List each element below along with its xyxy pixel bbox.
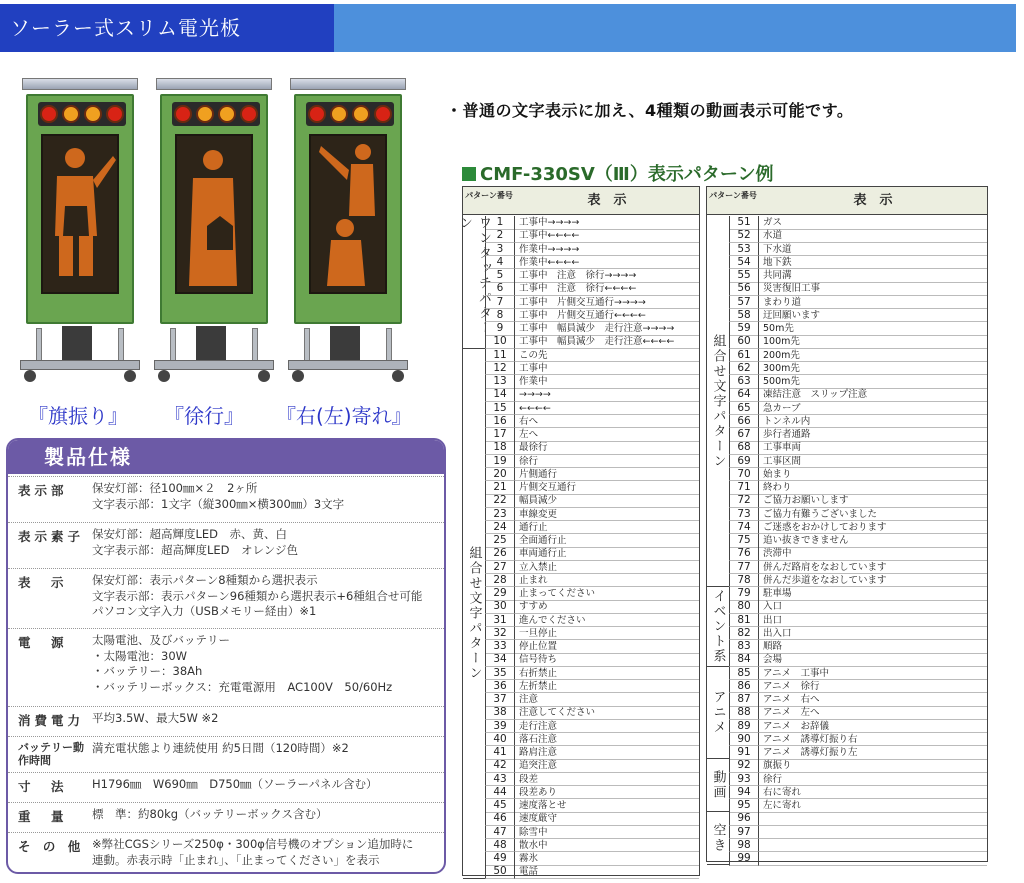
pattern-number: 55 [729, 269, 759, 283]
pattern-number: 36 [485, 680, 515, 694]
pattern-number: 93 [729, 773, 759, 787]
pattern-number: 17 [485, 428, 515, 442]
group-label: 組合せ文字パターン [707, 216, 729, 587]
pattern-number: 42 [485, 759, 515, 773]
pattern-number: 40 [485, 733, 515, 747]
spec-value: 保安灯部：径100㎜×２ 2ヶ所 文字表示部：1文字（縦300㎜×横300㎜）3文字 [92, 481, 345, 511]
pattern-number: 52 [729, 229, 759, 243]
group-label: アニメ [707, 667, 729, 760]
pattern-text: 注意 [515, 693, 699, 707]
pattern-number: 1 [485, 216, 515, 230]
pattern-text: 走行注意 [515, 720, 699, 734]
pattern-number: 28 [485, 574, 515, 588]
pattern-text: 作業中 [515, 375, 699, 389]
pattern-text: 共同溝 [759, 269, 987, 283]
pattern-text: 片側通行 [515, 468, 699, 482]
pattern-number: 51 [729, 216, 759, 230]
caption-flag-waving: 『旗振り』 [28, 404, 128, 428]
pattern-text: ガス [759, 216, 987, 230]
pattern-number: 85 [729, 667, 759, 681]
pattern-text: アニメ 誘導灯振り右 [759, 733, 987, 747]
pattern-text: アニメ 左へ [759, 706, 987, 720]
pattern-text: 注意してください [515, 706, 699, 720]
pattern-number: 7 [485, 296, 515, 310]
pattern-number: 48 [485, 839, 515, 853]
product-photos [18, 78, 418, 398]
pattern-text: 車両通行止 [515, 547, 699, 561]
pattern-number: 41 [485, 746, 515, 760]
pattern-text: 工事中←←←← [515, 229, 699, 243]
pattern-number: 83 [729, 640, 759, 654]
pattern-text: 工事中 幅員減少 走行注意→→→→ [515, 322, 699, 336]
col-header-display: 表 示 [759, 187, 987, 215]
pattern-number: 54 [729, 256, 759, 270]
pattern-text: アニメ 右へ [759, 693, 987, 707]
pattern-text: 50m先 [759, 322, 987, 336]
spec-value: 満充電状態より連続使用 約5日間（120時間）※2 [92, 741, 349, 755]
pattern-number: 70 [729, 468, 759, 482]
pattern-text: 段差 [515, 773, 699, 787]
pattern-text: 100m先 [759, 335, 987, 349]
group-label: イベント系 [707, 587, 729, 667]
pattern-text: 除雪中 [515, 826, 699, 840]
spec-label: 消費電力 [18, 713, 85, 728]
pattern-text: 徐行 [515, 455, 699, 469]
pattern-text: 電話 [515, 865, 699, 879]
pattern-text: 工事中 [515, 362, 699, 376]
pattern-text: 駐車場 [759, 587, 987, 601]
spec-box [6, 438, 446, 874]
caption-keep-right: 『右(左)寄れ』 [276, 404, 412, 428]
pattern-number: 73 [729, 508, 759, 522]
pattern-number: 11 [485, 349, 515, 363]
pattern-number: 27 [485, 561, 515, 575]
pattern-text: 工事中 片側交互通行←←←← [515, 309, 699, 323]
pattern-number: 45 [485, 799, 515, 813]
spec-row [8, 476, 444, 522]
pattern-number: 12 [485, 362, 515, 376]
pattern-number: 97 [729, 826, 759, 840]
pattern-text [759, 826, 987, 840]
pattern-number: 31 [485, 614, 515, 628]
pattern-number: 3 [485, 243, 515, 257]
pattern-number: 80 [729, 600, 759, 614]
pattern-number: 37 [485, 693, 515, 707]
pattern-number: 16 [485, 415, 515, 429]
pattern-number: 72 [729, 494, 759, 508]
spec-label: そ の 他 [18, 839, 85, 854]
pattern-text: 停止位置 [515, 640, 699, 654]
pattern-number: 33 [485, 640, 515, 654]
pattern-text: ←←←← [515, 402, 699, 416]
pattern-text [759, 812, 987, 826]
spec-label: 表示部 [18, 483, 68, 498]
pattern-number: 78 [729, 574, 759, 588]
pattern-text: 地下鉄 [759, 256, 987, 270]
pattern-number: 62 [729, 362, 759, 376]
pattern-number: 35 [485, 667, 515, 681]
pattern-number: 50 [485, 865, 515, 879]
pattern-text: すすめ [515, 600, 699, 614]
pattern-text: 工事車両 [759, 441, 987, 455]
spec-row [8, 628, 444, 706]
banner-accent [334, 4, 1016, 52]
pattern-text: 200m先 [759, 349, 987, 363]
pattern-title-text: CMF-330SV（Ⅲ）表示パターン例 [480, 164, 774, 185]
pattern-text: 作業中→→→→ [515, 243, 699, 257]
pattern-number: 8 [485, 309, 515, 323]
pattern-text: 霧氷 [515, 852, 699, 866]
pattern-number: 99 [729, 852, 759, 866]
spec-value: 平均3.5W、最大5W ※2 [92, 711, 219, 725]
pattern-text: トンネル内 [759, 415, 987, 429]
pattern-number: 56 [729, 282, 759, 296]
intro-text: ・普通の文字表示に加え、4種類の動画表示可能です。 [446, 101, 854, 120]
pattern-text: 進んでください [515, 614, 699, 628]
pattern-text: 最徐行 [515, 441, 699, 455]
spec-label: バッテリー動作時間 [18, 741, 84, 767]
pattern-number: 86 [729, 680, 759, 694]
group-label: 組合せ文字パターン [463, 349, 485, 879]
pattern-number: 84 [729, 653, 759, 667]
pattern-text: 300m先 [759, 362, 987, 376]
pattern-number: 49 [485, 852, 515, 866]
pattern-text: 災害復旧工事 [759, 282, 987, 296]
pattern-table-right [706, 186, 988, 862]
pattern-text: →→→→ [515, 388, 699, 402]
led-screen [175, 134, 253, 294]
pattern-number: 24 [485, 521, 515, 535]
pattern-text: 左折禁止 [515, 680, 699, 694]
pattern-text: 止まれ [515, 574, 699, 588]
spec-label: 表 示 [18, 575, 68, 590]
pattern-number: 20 [485, 468, 515, 482]
pattern-number: 26 [485, 547, 515, 561]
pattern-number: 6 [485, 282, 515, 296]
caption-slow: 『徐行』 [164, 404, 244, 428]
led-screen [309, 134, 387, 294]
pattern-number: 76 [729, 547, 759, 561]
pattern-text: 工事中 片側交互通行→→→→ [515, 296, 699, 310]
pattern-number: 87 [729, 693, 759, 707]
pattern-number: 68 [729, 441, 759, 455]
pattern-number: 95 [729, 799, 759, 813]
pattern-number: 57 [729, 296, 759, 310]
pattern-text: 渋滞中 [759, 547, 987, 561]
pattern-number: 81 [729, 614, 759, 628]
pattern-text: アニメ 工事中 [759, 667, 987, 681]
pattern-number: 18 [485, 441, 515, 455]
col-header-number: パターン番号 [707, 187, 759, 215]
pattern-text: 工事中 注意 徐行←←←← [515, 282, 699, 296]
pattern-number: 23 [485, 508, 515, 522]
pattern-number: 43 [485, 773, 515, 787]
pattern-text: 右へ [515, 415, 699, 429]
pattern-text: ご迷惑をおかけしております [759, 521, 987, 535]
pattern-text: 通行止 [515, 521, 699, 535]
pattern-text: アニメ 誘導灯振り左 [759, 746, 987, 760]
spec-row [8, 736, 444, 772]
pattern-text [759, 852, 987, 866]
pattern-number: 4 [485, 256, 515, 270]
pattern-number: 94 [729, 786, 759, 800]
pattern-text: 終わり [759, 481, 987, 495]
pattern-text: 幅員減少 [515, 494, 699, 508]
pattern-text: 追突注意 [515, 759, 699, 773]
pattern-number: 21 [485, 481, 515, 495]
pattern-number: 66 [729, 415, 759, 429]
pattern-text: 工事中 注意 徐行→→→→ [515, 269, 699, 283]
pattern-text: 旗振り [759, 759, 987, 773]
pattern-number: 88 [729, 706, 759, 720]
pattern-number: 2 [485, 229, 515, 243]
pattern-number: 60 [729, 335, 759, 349]
group-label: ワンタッチパターン [463, 216, 485, 349]
solar-panel [156, 78, 272, 90]
pattern-number: 10 [485, 335, 515, 349]
pattern-number: 90 [729, 733, 759, 747]
pattern-table-left [457, 186, 700, 878]
spec-value: 保安灯部：表示パターン8種類から選択表示 文字表示部：表示パターン96種類から選択表示+6種組合せ可能 パソコン文字入力（USBメモリー経由）※1 [92, 573, 423, 618]
pattern-text: 迂回願います [759, 309, 987, 323]
pattern-text [759, 839, 987, 853]
spec-row [8, 522, 444, 568]
pattern-number: 15 [485, 402, 515, 416]
pattern-number: 22 [485, 494, 515, 508]
sign-flag-waving [20, 78, 140, 398]
led-screen [41, 134, 119, 294]
pattern-number: 19 [485, 455, 515, 469]
pattern-number: 30 [485, 600, 515, 614]
pattern-number: 44 [485, 786, 515, 800]
pattern-text: 徐行 [759, 773, 987, 787]
pattern-number: 13 [485, 375, 515, 389]
pattern-number: 65 [729, 402, 759, 416]
pattern-number: 98 [729, 839, 759, 853]
pattern-text: 出口 [759, 614, 987, 628]
pattern-text: 出入口 [759, 627, 987, 641]
spec-value: 標 準：約80kg（バッテリーボックス含む） [92, 807, 328, 821]
spec-value: ※弊社CGSシリーズ250φ・300φ信号機のオプション追加時に 連動。赤表示時「止まれ」、「止まってください」を表示 [92, 837, 414, 867]
pattern-number: 34 [485, 653, 515, 667]
pattern-text: 入口 [759, 600, 987, 614]
pattern-text: 段差あり [515, 786, 699, 800]
solar-panel [290, 78, 406, 90]
pattern-number: 63 [729, 375, 759, 389]
pattern-text: 右折禁止 [515, 667, 699, 681]
pattern-number: 32 [485, 627, 515, 641]
pattern-text: 落石注意 [515, 733, 699, 747]
pattern-text: この先 [515, 349, 699, 363]
pattern-number: 91 [729, 746, 759, 760]
pattern-text: 車線変更 [515, 508, 699, 522]
pattern-text: 立入禁止 [515, 561, 699, 575]
spec-heading: 製品仕様 [8, 440, 444, 474]
spec-label: 電 源 [18, 635, 68, 650]
pattern-text: 工事区間 [759, 455, 987, 469]
spec-label: 重 量 [18, 809, 68, 824]
pattern-number: 14 [485, 388, 515, 402]
spec-row [8, 568, 444, 628]
pattern-text: 水道 [759, 229, 987, 243]
pattern-text: 順路 [759, 640, 987, 654]
pattern-text: 始まり [759, 468, 987, 482]
spec-value: 太陽電池、及びバッテリー ・太陽電池：30W ・バッテリー：38Ah ・バッテリーボックス：充電電源用 AC100V 50/60Hz [92, 633, 393, 694]
group-label: 動画 [707, 759, 729, 812]
pattern-text: 下水道 [759, 243, 987, 257]
spec-row [8, 706, 444, 736]
pattern-number: 67 [729, 428, 759, 442]
pattern-text: 工事中→→→→ [515, 216, 699, 230]
solar-panel [22, 78, 138, 90]
pattern-text: 併んだ路肩をなおしています [759, 561, 987, 575]
pattern-text: 作業中←←←← [515, 256, 699, 270]
col-header-number: パターン番号 [463, 187, 515, 215]
pattern-number: 38 [485, 706, 515, 720]
pattern-number: 25 [485, 534, 515, 548]
pattern-text: まわり道 [759, 296, 987, 310]
title-banner [0, 4, 1016, 52]
pattern-text: 急カーブ [759, 402, 987, 416]
group-label: 空き [707, 812, 729, 865]
pattern-number: 75 [729, 534, 759, 548]
pattern-text: 500m先 [759, 375, 987, 389]
pattern-text: 信号待ち [515, 653, 699, 667]
pattern-number: 29 [485, 587, 515, 601]
pattern-text: 止まってください [515, 587, 699, 601]
pattern-text: 工事中 幅員減少 走行注意←←←← [515, 335, 699, 349]
pattern-text: 片側交互通行 [515, 481, 699, 495]
spec-row [8, 832, 444, 874]
spec-row [8, 772, 444, 802]
pattern-text: 左へ [515, 428, 699, 442]
spec-label: 寸 法 [18, 779, 68, 794]
spec-value: H1796㎜ W690㎜ D750㎜（ソーラーパネル含む） [92, 777, 378, 791]
sign-slow [154, 78, 274, 398]
pattern-number: 74 [729, 521, 759, 535]
spec-row [8, 802, 444, 832]
pattern-number: 92 [729, 759, 759, 773]
spec-value: 保安灯部：超高輝度LED 赤、黄、白 文字表示部：超高輝度LED オレンジ色 [92, 527, 298, 557]
pattern-number: 79 [729, 587, 759, 601]
pattern-text: 追い抜きできません [759, 534, 987, 548]
pattern-text: 凍結注意 スリップ注意 [759, 388, 987, 402]
pattern-text: ご協力有難うございました [759, 508, 987, 522]
pattern-number: 89 [729, 720, 759, 734]
sign-keep-right [288, 78, 408, 398]
pattern-text: アニメ お辞儀 [759, 720, 987, 734]
pattern-text: 併んだ歩道をなおしています [759, 574, 987, 588]
pattern-text: 速度落とせ [515, 799, 699, 813]
pattern-text: 全面通行止 [515, 534, 699, 548]
pattern-text: ご協力お願いします [759, 494, 987, 508]
pattern-text: 会場 [759, 653, 987, 667]
pattern-number: 77 [729, 561, 759, 575]
pattern-number: 69 [729, 455, 759, 469]
pattern-number: 46 [485, 812, 515, 826]
pattern-number: 59 [729, 322, 759, 336]
pattern-text: 散水中 [515, 839, 699, 853]
pattern-number: 61 [729, 349, 759, 363]
pattern-number: 58 [729, 309, 759, 323]
col-header-display: 表 示 [515, 187, 699, 215]
pattern-number: 5 [485, 269, 515, 283]
pattern-text: アニメ 徐行 [759, 680, 987, 694]
pattern-text: 速度厳守 [515, 812, 699, 826]
pattern-text: 一旦停止 [515, 627, 699, 641]
page-title: ソーラー式スリム電光板 [0, 4, 334, 52]
pattern-number: 96 [729, 812, 759, 826]
pattern-number: 47 [485, 826, 515, 840]
pattern-number: 53 [729, 243, 759, 257]
pattern-number: 71 [729, 481, 759, 495]
pattern-text: 左に寄れ [759, 799, 987, 813]
pattern-table-title [462, 160, 773, 186]
pattern-number: 82 [729, 627, 759, 641]
pattern-number: 64 [729, 388, 759, 402]
pattern-text: 路肩注意 [515, 746, 699, 760]
spec-label: 表示素子 [18, 529, 85, 544]
pattern-text: 歩行者通路 [759, 428, 987, 442]
pattern-text: 右に寄れ [759, 786, 987, 800]
pattern-number: 9 [485, 322, 515, 336]
pattern-number: 39 [485, 720, 515, 734]
